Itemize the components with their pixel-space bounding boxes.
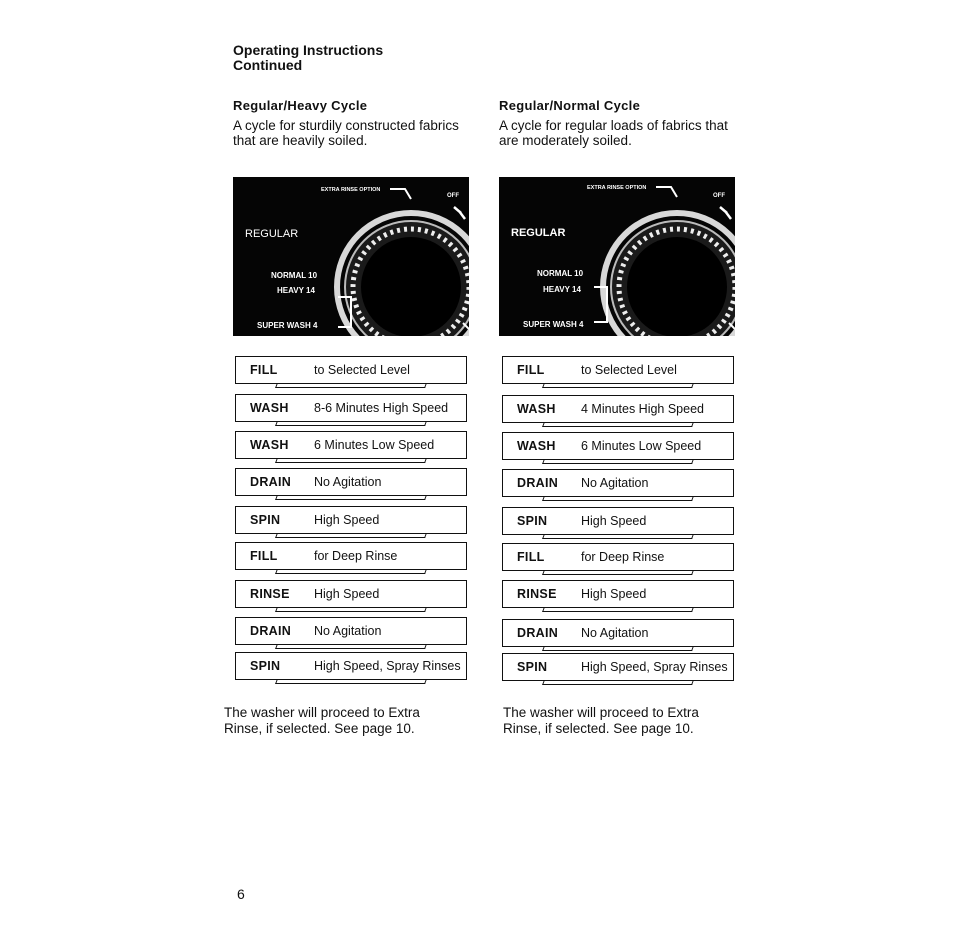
cycle-step [235,617,467,645]
regular-label: REGULAR [245,228,299,240]
step-description: No Agitation [314,624,382,638]
step-name: WASH [517,439,556,453]
step-name: WASH [517,402,556,416]
step-name: SPIN [250,513,281,527]
step-name: FILL [517,550,545,564]
cycle-step [235,652,467,680]
step-description: High Speed, Spray Rinses [581,660,728,674]
step-name: WASH [250,401,289,415]
super-wash-label: SUPER WASH 4 [257,321,318,330]
step-description: 4 Minutes High Speed [581,402,704,416]
cycle-step [235,580,467,608]
cycle-step [502,507,734,535]
page-heading [233,43,383,73]
step-name: DRAIN [517,476,559,490]
step-name: DRAIN [250,475,292,489]
dial-panel-image [499,177,735,336]
step-description: No Agitation [314,475,382,489]
off-label: OFF [447,193,459,199]
extra-rinse-label: EXTRA RINSE OPTION [587,185,647,191]
normal-label: NORMAL 10 [537,269,584,278]
step-name: WASH [250,438,289,452]
step-name: DRAIN [517,626,559,640]
step-name: FILL [250,363,278,377]
cycle-step [235,356,467,384]
step-description: 8-6 Minutes High Speed [314,401,449,415]
step-description: High Speed [581,587,647,601]
step-name: SPIN [517,514,548,528]
step-description: High Speed [581,514,647,528]
step-description: 6 Minutes Low Speed [314,438,435,452]
normal-label: NORMAL 10 [271,271,318,280]
step-description: to Selected Level [314,363,410,377]
step-name: RINSE [517,587,557,601]
step-name: SPIN [250,659,281,673]
cycle-step [502,580,734,608]
extra-rinse-label: EXTRA RINSE OPTION [321,187,381,193]
cycle-step [235,468,467,496]
page-subtitle: Continued [233,57,303,73]
cycle-step [235,542,467,570]
cycle-step [502,619,734,647]
step-name: RINSE [250,587,290,601]
step-name: FILL [250,549,278,563]
cycle-step [502,543,734,571]
off-label: OFF [713,193,725,199]
cycle-description: A cycle for regular loads of fabrics that are moderately soiled. [499,118,728,148]
cycle-step [235,506,467,534]
heavy-label: HEAVY 14 [543,285,581,294]
cycle-step [502,432,734,460]
step-description: to Selected Level [581,363,677,377]
step-description: High Speed [314,587,380,601]
step-description: High Speed, Spray Rinses [314,659,461,673]
step-description: High Speed [314,513,380,527]
super-wash-label: SUPER WASH 4 [523,320,584,329]
cycle-description: A cycle for sturdily constructed fabrics that are heavily soiled. [233,118,459,148]
cycle-step [235,394,467,422]
cycle-title: Regular/Normal Cycle [499,98,641,113]
step-description: No Agitation [581,476,649,490]
step-description: for Deep Rinse [581,550,665,564]
page-title: Operating Instructions [233,42,384,58]
cycle-note: The washer will proceed to Extra Rinse, if selected. See page 10. [224,705,420,736]
step-name: DRAIN [250,624,292,638]
step-description: for Deep Rinse [314,549,398,563]
step-name: FILL [517,363,545,377]
cycle-title: Regular/Heavy Cycle [233,98,368,113]
step-description: 6 Minutes Low Speed [581,439,702,453]
regular-label: REGULAR [511,227,566,239]
cycle-step [502,395,734,423]
cycle-step [502,653,734,681]
step-name: SPIN [517,660,548,674]
cycle-step [235,431,467,459]
cycle-step [502,356,734,384]
cycle-note: The washer will proceed to Extra Rinse, if selected. See page 10. [503,705,699,736]
step-description: No Agitation [581,626,649,640]
heavy-label: HEAVY 14 [277,286,315,295]
dial-panel-image [233,177,469,336]
page-number: 6 [237,886,245,902]
cycle-step [502,469,734,497]
